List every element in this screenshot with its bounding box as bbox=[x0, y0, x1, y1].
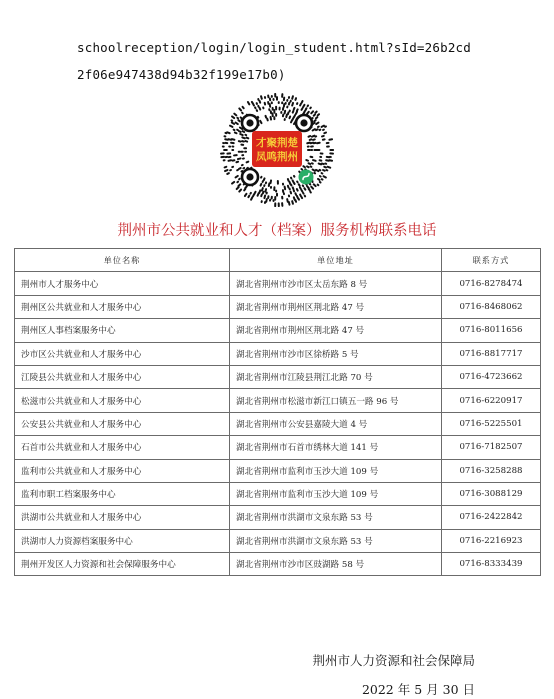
phone-cell: 0716-5225501 bbox=[442, 412, 541, 435]
unit-address-cell: 湖北省荆州市监利市玉沙大道 109 号 bbox=[230, 482, 442, 505]
unit-name-cell: 荆州开发区人力资源和社会保障服务中心 bbox=[15, 553, 230, 576]
issuer-name: 荆州市人力资源和社会保障局 bbox=[312, 653, 475, 668]
badge-text-line-1: 才聚荆楚 bbox=[256, 137, 298, 149]
unit-address-cell: 湖北省荆州市公安县嘉陵大道 4 号 bbox=[230, 412, 442, 435]
header-unit-address: 单位地址 bbox=[230, 249, 442, 272]
phone-cell: 0716-3088129 bbox=[442, 482, 541, 505]
unit-name-cell: 监利市职工档案服务中心 bbox=[15, 482, 230, 505]
unit-address-cell: 湖北省荆州市荆州区荆北路 47 号 bbox=[230, 295, 442, 318]
phone-cell: 0716-2216923 bbox=[442, 529, 541, 552]
unit-address-cell: 湖北省荆州市监利市玉沙大道 109 号 bbox=[230, 459, 442, 482]
unit-name-cell: 荆州区公共就业和人才服务中心 bbox=[15, 295, 230, 318]
phone-cell: 0716-8468062 bbox=[442, 295, 541, 318]
phone-cell: 0716-8278474 bbox=[442, 272, 541, 295]
phone-cell: 0716-7182507 bbox=[442, 436, 541, 459]
badge-text-line-2: 凤鸣荆州 bbox=[256, 151, 298, 163]
mini-program-icon bbox=[299, 170, 314, 185]
contacts-table bbox=[14, 248, 541, 576]
phone-cell: 0716-8011656 bbox=[442, 319, 541, 342]
table-row bbox=[15, 272, 541, 295]
unit-name-cell: 公安县公共就业和人才服务中心 bbox=[15, 412, 230, 435]
table-row bbox=[15, 412, 541, 435]
unit-address-cell: 湖北省荆州市沙市区豉湖路 58 号 bbox=[230, 553, 442, 576]
issue-date: 2022 年 5 月 30 日 bbox=[361, 682, 475, 697]
phone-cell: 0716-4723662 bbox=[442, 365, 541, 388]
unit-address-cell: 湖北省荆州市沙市区徐桥路 5 号 bbox=[230, 342, 442, 365]
table-row bbox=[15, 389, 541, 412]
header-unit-name: 单位名称 bbox=[15, 249, 230, 272]
table-header-row bbox=[15, 249, 541, 272]
table-row bbox=[15, 482, 541, 505]
phone-cell: 0716-8333439 bbox=[442, 553, 541, 576]
phone-cell: 0716-6220917 bbox=[442, 389, 541, 412]
unit-name-cell: 荆州区人事档案服务中心 bbox=[15, 319, 230, 342]
unit-address-cell: 湖北省荆州市江陵县荆江北路 70 号 bbox=[230, 365, 442, 388]
unit-name-cell: 洪湖市公共就业和人才服务中心 bbox=[15, 506, 230, 529]
unit-name-cell: 监利市公共就业和人才服务中心 bbox=[15, 459, 230, 482]
unit-name-cell: 沙市区公共就业和人才服务中心 bbox=[15, 342, 230, 365]
url-text-line-1: schoolreception/login/login_student.html?sId=26b2cd bbox=[77, 40, 472, 55]
table-row bbox=[15, 295, 541, 318]
mini-program-code bbox=[220, 93, 334, 207]
unit-name-cell: 石首市公共就业和人才服务中心 bbox=[15, 436, 230, 459]
unit-name-cell: 荆州市人才服务中心 bbox=[15, 272, 230, 295]
unit-address-cell: 湖北省荆州市洪湖市文泉东路 53 号 bbox=[230, 529, 442, 552]
unit-address-cell: 湖北省荆州市沙市区太岳东路 8 号 bbox=[230, 272, 442, 295]
table-row bbox=[15, 529, 541, 552]
table-row bbox=[15, 319, 541, 342]
table-row bbox=[15, 553, 541, 576]
unit-name-cell: 松滋市公共就业和人才服务中心 bbox=[15, 389, 230, 412]
table-row bbox=[15, 365, 541, 388]
unit-address-cell: 湖北省荆州市洪湖市文泉东路 53 号 bbox=[230, 506, 442, 529]
table-row bbox=[15, 342, 541, 365]
unit-address-cell: 湖北省荆州市荆州区荆北路 47 号 bbox=[230, 319, 442, 342]
header-contact: 联系方式 bbox=[442, 249, 541, 272]
url-text-line-2: 2f06e947438d94b32f199e17b0) bbox=[77, 67, 286, 82]
table-row bbox=[15, 506, 541, 529]
unit-name-cell: 江陵县公共就业和人才服务中心 bbox=[15, 365, 230, 388]
unit-address-cell: 湖北省荆州市石首市绣林大道 141 号 bbox=[230, 436, 442, 459]
table-row bbox=[15, 459, 541, 482]
mini-program-code-graphic bbox=[220, 93, 334, 207]
table-row bbox=[15, 436, 541, 459]
page-title: 荆州市公共就业和人才（档案）服务机构联系电话 bbox=[117, 223, 437, 239]
phone-cell: 0716-8817717 bbox=[442, 342, 541, 365]
unit-address-cell: 湖北省荆州市松滋市新江口镇五一路 96 号 bbox=[230, 389, 442, 412]
unit-name-cell: 洪湖市人力资源档案服务中心 bbox=[15, 529, 230, 552]
phone-cell: 0716-2422842 bbox=[442, 506, 541, 529]
phone-cell: 0716-3258288 bbox=[442, 459, 541, 482]
